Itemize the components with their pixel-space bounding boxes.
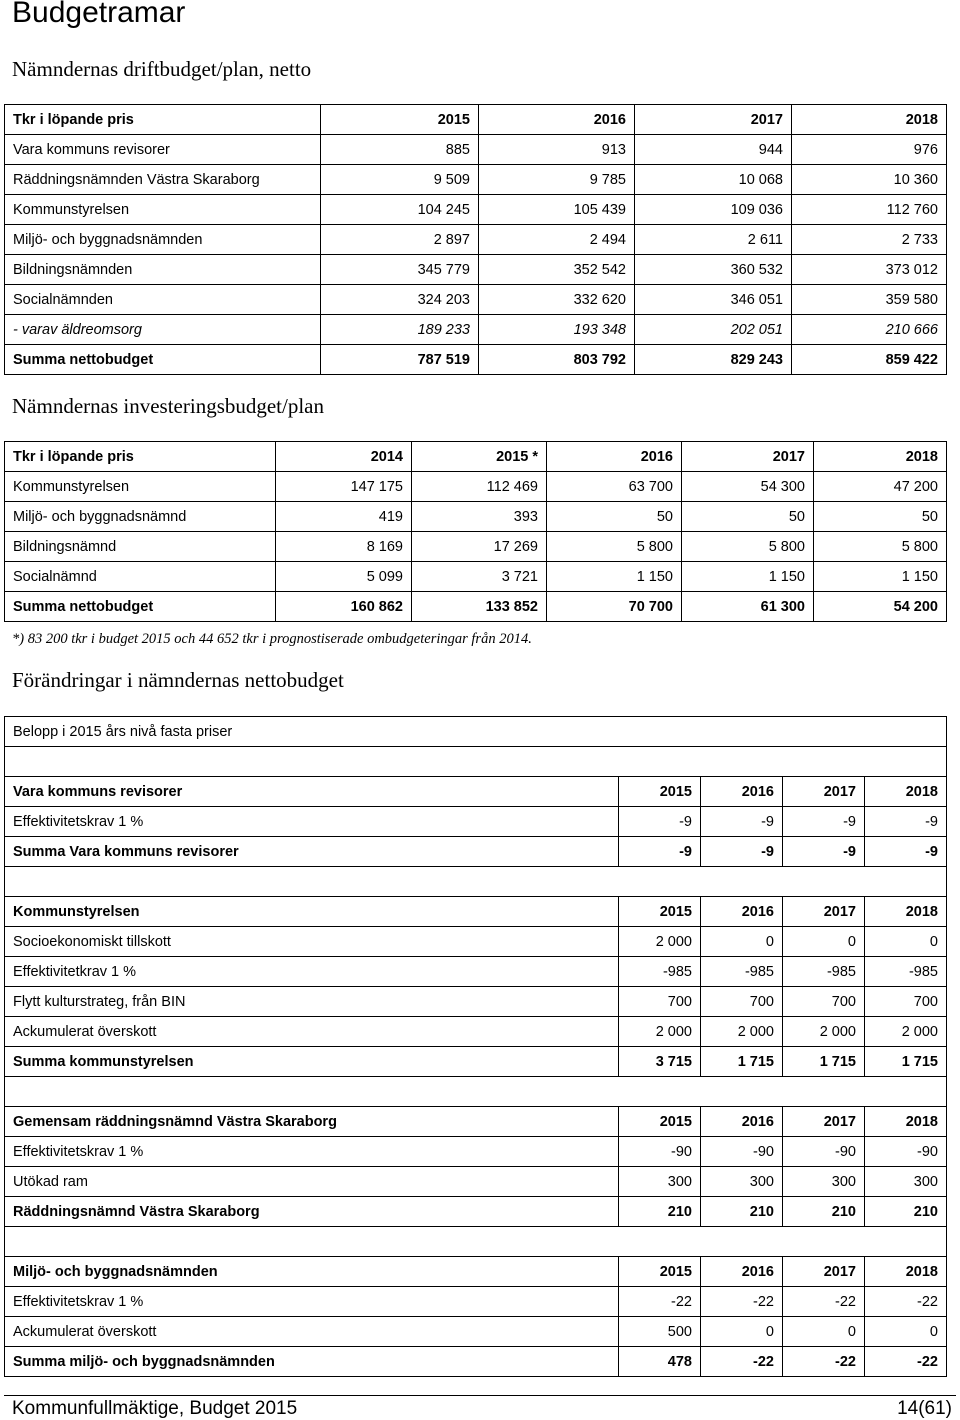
cell-label: Kommunstyrelsen (5, 472, 276, 502)
group-header-cell-value: 2018 (865, 897, 947, 927)
group-total-cell-value: 1 715 (701, 1047, 783, 1077)
cell-value: 1 150 (547, 562, 682, 592)
cell-value: 2 611 (635, 225, 792, 255)
group-total-cell-value: -22 (865, 1347, 947, 1377)
group-total-cell-value: -9 (619, 837, 701, 867)
cell-label: Socialnämnden (5, 285, 321, 315)
cell-label: Miljö- och byggnadsnämnden (5, 225, 321, 255)
group-header-cell-value: 2017 (783, 897, 865, 927)
group-spacer-row-cell (5, 867, 947, 897)
cell-value: 300 (701, 1167, 783, 1197)
changes-intro-row (5, 717, 947, 747)
cell-value: -90 (701, 1137, 783, 1167)
group-header-cell-label: Vara kommuns revisorer (5, 777, 619, 807)
cell-value: -985 (701, 957, 783, 987)
table-row (5, 255, 947, 285)
changes-table (4, 716, 947, 1377)
table-total-row (5, 345, 947, 375)
cell-label: Flytt kulturstrateg, från BIN (5, 987, 619, 1017)
cell-value: 2 000 (701, 1017, 783, 1047)
cell-value: 0 (701, 1317, 783, 1347)
cell-value: 63 700 (547, 472, 682, 502)
cell-value: 8 169 (276, 532, 412, 562)
header-cell-value: 2017 (682, 442, 814, 472)
group-header-cell-label: Miljö- och byggnadsnämnden (5, 1257, 619, 1287)
cell-value: 944 (635, 135, 792, 165)
cell-value: 300 (619, 1167, 701, 1197)
cell-label: Kommunstyrelsen (5, 195, 321, 225)
cell-value: -9 (783, 807, 865, 837)
cell-value: 189 233 (321, 315, 479, 345)
cell-value: 2 494 (479, 225, 635, 255)
cell-value: 105 439 (479, 195, 635, 225)
cell-value: 885 (321, 135, 479, 165)
page-title: Budgetramar (12, 0, 186, 29)
cell-value: -22 (701, 1287, 783, 1317)
table-header-row (5, 105, 947, 135)
cell-label: Ackumulerat överskott (5, 1317, 619, 1347)
group-header-cell-value: 2015 (619, 1107, 701, 1137)
cell-value: -90 (619, 1137, 701, 1167)
group-total-row (5, 1347, 947, 1377)
footer-divider (4, 1395, 956, 1396)
table-row (5, 225, 947, 255)
cell-value: 5 800 (814, 532, 947, 562)
cell-value: 1 150 (682, 562, 814, 592)
cell-value: 324 203 (321, 285, 479, 315)
group-header-cell-value: 2018 (865, 1257, 947, 1287)
cell-value: 2 000 (619, 1017, 701, 1047)
footer-page-number: 14(61) (897, 1398, 952, 1419)
group-total-cell-value: 210 (619, 1197, 701, 1227)
table-row (5, 1167, 947, 1197)
cell-value: 332 620 (479, 285, 635, 315)
table-row (5, 165, 947, 195)
group-header-cell-value: 2016 (701, 1107, 783, 1137)
group-header-cell-value: 2018 (865, 1107, 947, 1137)
group-spacer-row (5, 747, 947, 777)
table-row (5, 472, 947, 502)
cell-value: 2 000 (619, 927, 701, 957)
table-row (5, 957, 947, 987)
header-cell-value: 2015 (321, 105, 479, 135)
cell-value: 112 760 (792, 195, 947, 225)
group-header-row (5, 1257, 947, 1287)
table-row (5, 285, 947, 315)
cell-value: 50 (682, 502, 814, 532)
total-cell-label: Summa nettobudget (5, 345, 321, 375)
total-cell-value: 803 792 (479, 345, 635, 375)
total-cell-value: 61 300 (682, 592, 814, 622)
table-row (5, 1287, 947, 1317)
changes-title: Förändringar i nämndernas nettobudget (12, 668, 344, 692)
cell-value: 913 (479, 135, 635, 165)
group-total-row (5, 1197, 947, 1227)
group-total-cell-value: 1 715 (783, 1047, 865, 1077)
header-cell-value: 2018 (814, 442, 947, 472)
drift-table (4, 104, 947, 375)
group-total-row (5, 1047, 947, 1077)
cell-value: 5 800 (547, 532, 682, 562)
cell-value: 393 (412, 502, 547, 532)
table-row (5, 987, 947, 1017)
cell-value: 0 (783, 1317, 865, 1347)
cell-label: Effektivitetkrav 1 % (5, 957, 619, 987)
cell-value: 2 000 (783, 1017, 865, 1047)
group-header-cell-value: 2017 (783, 1107, 865, 1137)
cell-value: 3 721 (412, 562, 547, 592)
cell-value: 50 (547, 502, 682, 532)
invest-footnote: *) 83 200 tkr i budget 2015 och 44 652 tkr i prognostiserade ombudgeteringar från 2014. (12, 631, 532, 647)
cell-value: -985 (783, 957, 865, 987)
group-total-cell-value: 210 (701, 1197, 783, 1227)
cell-value: 700 (619, 987, 701, 1017)
group-total-cell-label: Summa miljö- och byggnadsnämnden (5, 1347, 619, 1377)
table-row (5, 1017, 947, 1047)
cell-label: Vara kommuns revisorer (5, 135, 321, 165)
cell-value: 500 (619, 1317, 701, 1347)
cell-value: 202 051 (635, 315, 792, 345)
cell-label: Utökad ram (5, 1167, 619, 1197)
cell-label: Effektivitetskrav 1 % (5, 1137, 619, 1167)
cell-label: Effektivitetskrav 1 % (5, 1287, 619, 1317)
table-row (5, 195, 947, 225)
cell-value: 0 (783, 927, 865, 957)
header-cell-label: Tkr i löpande pris (5, 105, 321, 135)
cell-value: 1 150 (814, 562, 947, 592)
group-spacer-row (5, 1077, 947, 1107)
cell-value: 700 (783, 987, 865, 1017)
table-row (5, 532, 947, 562)
header-cell-value: 2015 * (412, 442, 547, 472)
group-total-cell-label: Summa kommunstyrelsen (5, 1047, 619, 1077)
group-total-cell-value: -9 (865, 837, 947, 867)
cell-value: 360 532 (635, 255, 792, 285)
cell-label: Bildningsnämnd (5, 532, 276, 562)
table-row (5, 1137, 947, 1167)
group-header-cell-label: Kommunstyrelsen (5, 897, 619, 927)
cell-value: -9 (619, 807, 701, 837)
cell-label: Bildningsnämnden (5, 255, 321, 285)
cell-label: Socialnämnd (5, 562, 276, 592)
cell-value: 9 785 (479, 165, 635, 195)
group-header-cell-value: 2015 (619, 1257, 701, 1287)
header-cell-value: 2017 (635, 105, 792, 135)
header-cell-label: Tkr i löpande pris (5, 442, 276, 472)
cell-value: -22 (865, 1287, 947, 1317)
cell-value: 193 348 (479, 315, 635, 345)
cell-label: Socioekonomiskt tillskott (5, 927, 619, 957)
group-spacer-row-cell (5, 1227, 947, 1257)
table-row (5, 135, 947, 165)
invest-table (4, 441, 947, 622)
group-header-cell-value: 2016 (701, 897, 783, 927)
cell-value: 210 666 (792, 315, 947, 345)
cell-value: 112 469 (412, 472, 547, 502)
total-cell-value: 829 243 (635, 345, 792, 375)
group-header-row (5, 897, 947, 927)
cell-value: 50 (814, 502, 947, 532)
table-row (5, 807, 947, 837)
total-cell-label: Summa nettobudget (5, 592, 276, 622)
cell-label: - varav äldreomsorg (5, 315, 321, 345)
cell-value: 17 269 (412, 532, 547, 562)
table-total-row (5, 592, 947, 622)
cell-value: 345 779 (321, 255, 479, 285)
group-spacer-row-cell (5, 1077, 947, 1107)
group-header-cell-label: Gemensam räddningsnämnd Västra Skaraborg (5, 1107, 619, 1137)
table-row (5, 927, 947, 957)
cell-value: -9 (701, 807, 783, 837)
group-total-cell-value: -22 (783, 1347, 865, 1377)
group-total-cell-value: 3 715 (619, 1047, 701, 1077)
group-header-cell-value: 2017 (783, 1257, 865, 1287)
group-total-cell-value: 478 (619, 1347, 701, 1377)
changes-intro-row-cell: Belopp i 2015 års nivå fasta priser (5, 717, 947, 747)
total-cell-value: 54 200 (814, 592, 947, 622)
total-cell-value: 859 422 (792, 345, 947, 375)
invest-title: Nämndernas investeringsbudget/plan (12, 394, 325, 418)
group-header-cell-value: 2015 (619, 777, 701, 807)
header-cell-value: 2016 (479, 105, 635, 135)
cell-value: 976 (792, 135, 947, 165)
footer-document-title: Kommunfullmäktige, Budget 2015 (12, 1398, 298, 1419)
table-row (5, 1317, 947, 1347)
group-total-cell-label: Summa Vara kommuns revisorer (5, 837, 619, 867)
cell-value: 109 036 (635, 195, 792, 225)
table-header-row (5, 442, 947, 472)
group-total-row (5, 837, 947, 867)
cell-value: 346 051 (635, 285, 792, 315)
cell-value: 359 580 (792, 285, 947, 315)
cell-value: -9 (865, 807, 947, 837)
cell-value: -22 (783, 1287, 865, 1317)
group-spacer-row-cell (5, 747, 947, 777)
group-total-cell-label: Räddningsnämnd Västra Skaraborg (5, 1197, 619, 1227)
cell-label: Miljö- och byggnadsnämnd (5, 502, 276, 532)
total-cell-value: 160 862 (276, 592, 412, 622)
cell-value: 47 200 (814, 472, 947, 502)
cell-value: 104 245 (321, 195, 479, 225)
cell-value: 54 300 (682, 472, 814, 502)
drift-title: Nämndernas driftbudget/plan, netto (12, 57, 312, 81)
cell-value: 0 (701, 927, 783, 957)
group-header-row (5, 1107, 947, 1137)
group-spacer-row (5, 867, 947, 897)
cell-value: 700 (865, 987, 947, 1017)
cell-value: -985 (619, 957, 701, 987)
table-row (5, 502, 947, 532)
cell-value: 10 360 (792, 165, 947, 195)
table-row (5, 562, 947, 592)
cell-value: 5 099 (276, 562, 412, 592)
group-total-cell-value: -22 (701, 1347, 783, 1377)
cell-value: -90 (865, 1137, 947, 1167)
group-total-cell-value: -9 (783, 837, 865, 867)
cell-value: 2 000 (865, 1017, 947, 1047)
cell-value: 700 (701, 987, 783, 1017)
cell-value: 10 068 (635, 165, 792, 195)
cell-value: 300 (783, 1167, 865, 1197)
group-total-cell-value: 210 (783, 1197, 865, 1227)
group-header-cell-value: 2018 (865, 777, 947, 807)
group-header-cell-value: 2016 (701, 777, 783, 807)
total-cell-value: 133 852 (412, 592, 547, 622)
cell-value: 0 (865, 1317, 947, 1347)
cell-label: Ackumulerat överskott (5, 1017, 619, 1047)
total-cell-value: 70 700 (547, 592, 682, 622)
cell-label: Räddningsnämnden Västra Skaraborg (5, 165, 321, 195)
cell-value: -985 (865, 957, 947, 987)
cell-value: 2 733 (792, 225, 947, 255)
group-total-cell-value: 210 (865, 1197, 947, 1227)
cell-value: 2 897 (321, 225, 479, 255)
cell-value: 352 542 (479, 255, 635, 285)
group-header-row (5, 777, 947, 807)
total-cell-value: 787 519 (321, 345, 479, 375)
group-total-cell-value: -9 (701, 837, 783, 867)
cell-value: 373 012 (792, 255, 947, 285)
cell-value: 0 (865, 927, 947, 957)
group-header-cell-value: 2015 (619, 897, 701, 927)
group-spacer-row (5, 1227, 947, 1257)
cell-value: 147 175 (276, 472, 412, 502)
header-cell-value: 2018 (792, 105, 947, 135)
group-header-cell-value: 2016 (701, 1257, 783, 1287)
cell-label: Effektivitetskrav 1 % (5, 807, 619, 837)
cell-value: 300 (865, 1167, 947, 1197)
header-cell-value: 2014 (276, 442, 412, 472)
table-row (5, 315, 947, 345)
cell-value: -90 (783, 1137, 865, 1167)
group-total-cell-value: 1 715 (865, 1047, 947, 1077)
cell-value: 419 (276, 502, 412, 532)
cell-value: -22 (619, 1287, 701, 1317)
group-header-cell-value: 2017 (783, 777, 865, 807)
cell-value: 5 800 (682, 532, 814, 562)
header-cell-value: 2016 (547, 442, 682, 472)
cell-value: 9 509 (321, 165, 479, 195)
